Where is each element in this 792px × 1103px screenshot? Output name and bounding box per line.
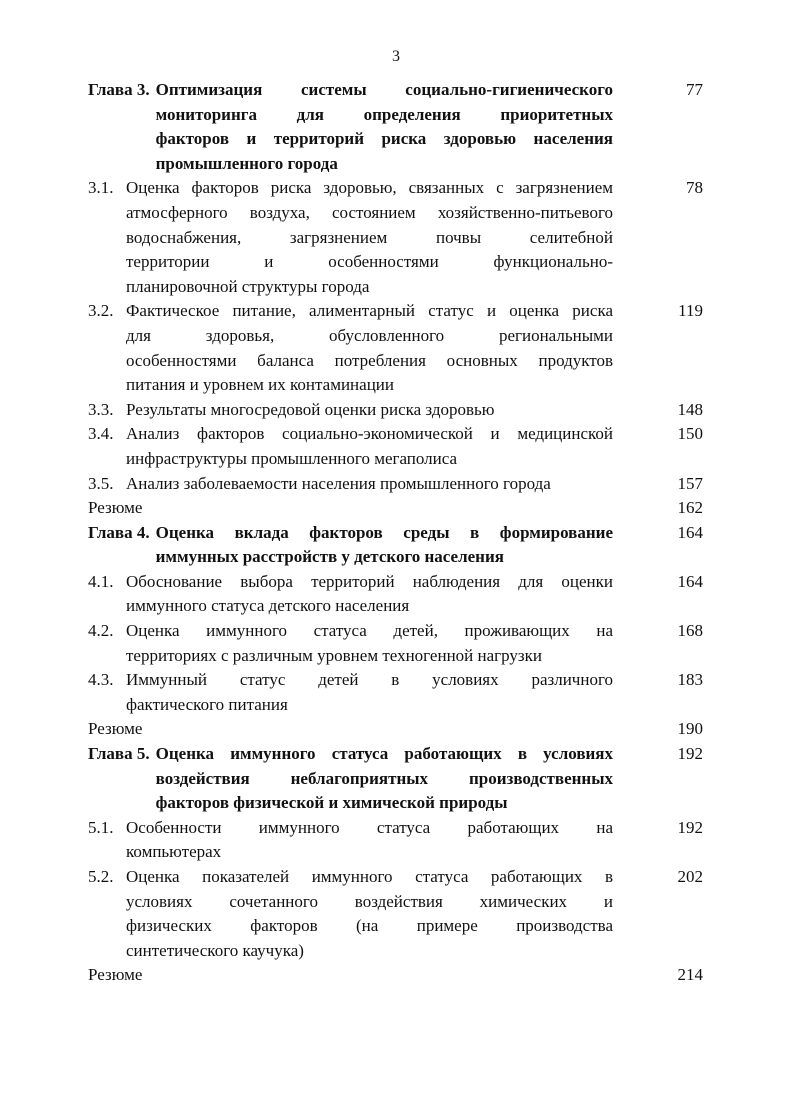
toc-entry-line: особенностями баланса потребления основных продуктов (126, 350, 613, 370)
toc-page-number: 157 (677, 473, 703, 493)
toc-entry-line: факторов и территорий риска здоровью населения (155, 129, 613, 149)
toc-entry-line: территории и особенностями функционально- (126, 252, 613, 272)
toc-section-entry (88, 668, 703, 717)
toc-entry-number: 5.2. (88, 867, 114, 886)
toc-entry-line: условиях сочетанного воздействия химических и (126, 891, 613, 911)
toc-entry-line: планировочной структуры города (126, 276, 370, 296)
toc-entry-line: Фактическое питание, алиментарный статус и оценка риска (126, 301, 613, 321)
toc-entry-number: 3.4. (88, 424, 114, 444)
toc-entry-title (88, 496, 613, 521)
toc-entry-line: физических факторов (на примере производства (126, 916, 613, 936)
toc-entry-line: Оценка иммунного статуса детей, проживающих на (126, 621, 613, 641)
toc-entry-line: иммунных расстройств у детского населения (155, 547, 504, 567)
toc-entry-number: 3.2. (88, 301, 114, 321)
page-number: 3 (392, 48, 400, 65)
toc-entry-line: Оценка показателей иммунного статуса работающих в (126, 867, 613, 886)
toc-entry-title (126, 668, 613, 717)
toc-entry-line: Обоснование выбора территорий наблюдения для оценки (126, 571, 613, 591)
toc-section-entry (88, 422, 703, 471)
toc-entry-line: компьютерах (126, 842, 222, 862)
toc-page-number: 168 (677, 621, 703, 641)
toc-entry-title (126, 619, 613, 668)
toc-page-number: 214 (677, 965, 703, 985)
toc-resume-entry (88, 963, 703, 988)
toc-entry-line: воздействия неблагоприятных производственных (155, 768, 613, 788)
toc-section-entry (88, 816, 703, 865)
toc-entry-line: Резюме (88, 719, 143, 739)
toc-chapter-entry (88, 78, 703, 176)
table-of-contents (88, 78, 703, 988)
toc-entry-title (126, 398, 613, 423)
toc-page-number: 183 (677, 670, 703, 690)
toc-section-entry (88, 176, 703, 299)
toc-page-number: 162 (677, 498, 703, 518)
toc-entry-title (156, 521, 613, 570)
toc-entry-line: Резюме (88, 965, 143, 985)
toc-page-number: 192 (677, 744, 703, 764)
toc-resume-entry (88, 496, 703, 521)
toc-entry-title (88, 963, 613, 988)
toc-entry-line: промышленного города (155, 153, 338, 173)
toc-entry-line: атмосферного воздуха, состоянием хозяйственно-питьевого (126, 202, 613, 222)
toc-entry-title (126, 865, 613, 963)
toc-entry-number: 3.5. (88, 473, 114, 493)
toc-entry-line: Анализ факторов социально-экономической и медицинской (126, 424, 613, 444)
toc-entry-title (126, 816, 613, 865)
toc-entry-line: факторов физической и химической природы (155, 793, 508, 813)
toc-entry-line: Оптимизация системы социально-гигиенического (155, 80, 613, 99)
toc-section-entry (88, 472, 703, 497)
toc-entry-line: синтетического каучука) (126, 940, 304, 960)
toc-entry-title (126, 176, 613, 299)
toc-page-number: 202 (677, 867, 703, 886)
toc-chapter-entry (88, 521, 703, 570)
toc-entry-line: водоснабжения, загрязнением почвы селитебной (126, 227, 613, 247)
toc-entry-line: Иммунный статус детей в условиях различного (126, 670, 613, 690)
toc-entry-line: Оценка иммунного статуса работающих в условиях (155, 744, 613, 764)
toc-page-number: 119 (678, 301, 703, 321)
toc-section-entry (88, 619, 703, 668)
toc-section-entry (88, 865, 703, 963)
toc-entry-line: Оценка факторов риска здоровью, связанных с загрязнением (126, 178, 613, 198)
toc-page-number: 78 (686, 178, 703, 198)
toc-entry-number: 4.2. (88, 621, 114, 641)
toc-entry-number: 5.1. (88, 817, 114, 837)
toc-entry-title (156, 742, 613, 816)
toc-entry-line: питания и уровнем их контаминации (126, 375, 394, 395)
toc-entry-title (126, 299, 613, 397)
toc-entry-title (126, 570, 613, 619)
toc-page-number: 190 (677, 719, 703, 739)
toc-entry-line: Результаты многосредовой оценки риска здоровью (126, 399, 495, 419)
toc-entry-line: иммунного статуса детского населения (126, 596, 410, 616)
toc-page-number: 148 (677, 399, 703, 419)
toc-entry-line: для здоровья, обусловленного региональными (126, 325, 613, 345)
toc-page-number: 164 (677, 522, 703, 542)
toc-resume-entry (88, 717, 703, 742)
toc-chapter-entry (88, 742, 703, 816)
toc-entry-line: Оценка вклада факторов среды в формирование (155, 522, 613, 542)
toc-entry-number: Глава 3. (88, 80, 150, 99)
toc-entry-title (126, 422, 613, 471)
toc-entry-title (88, 717, 613, 742)
toc-entry-line: мониторинга для определения приоритетных (155, 104, 613, 124)
toc-entry-line: Резюме (88, 498, 143, 518)
toc-entry-line: Особенности иммунного статуса работающих на (126, 817, 613, 837)
toc-entry-line: инфраструктуры промышленного мегаполиса (126, 448, 458, 468)
toc-entry-title (156, 78, 613, 176)
toc-page-number: 77 (686, 80, 703, 99)
toc-entry-number: 4.1. (88, 571, 114, 591)
toc-entry-line: фактического питания (126, 694, 288, 714)
toc-entry-number: 3.1. (88, 178, 114, 198)
toc-page-number: 192 (677, 817, 703, 837)
toc-entry-line: территориях с различным уровнем техногенной нагрузки (126, 645, 542, 665)
toc-section-entry (88, 398, 703, 423)
toc-entry-number: Глава 5. (88, 744, 150, 764)
toc-entry-number: 3.3. (88, 399, 114, 419)
toc-section-entry (88, 299, 703, 397)
toc-page-number: 164 (677, 571, 703, 591)
toc-entry-number: Глава 4. (88, 522, 150, 542)
toc-entry-number: 4.3. (88, 670, 114, 690)
toc-entry-line: Анализ заболеваемости населения промышленного города (126, 473, 551, 493)
toc-entry-title (126, 472, 613, 497)
toc-page-number: 150 (677, 424, 703, 444)
toc-section-entry (88, 570, 703, 619)
